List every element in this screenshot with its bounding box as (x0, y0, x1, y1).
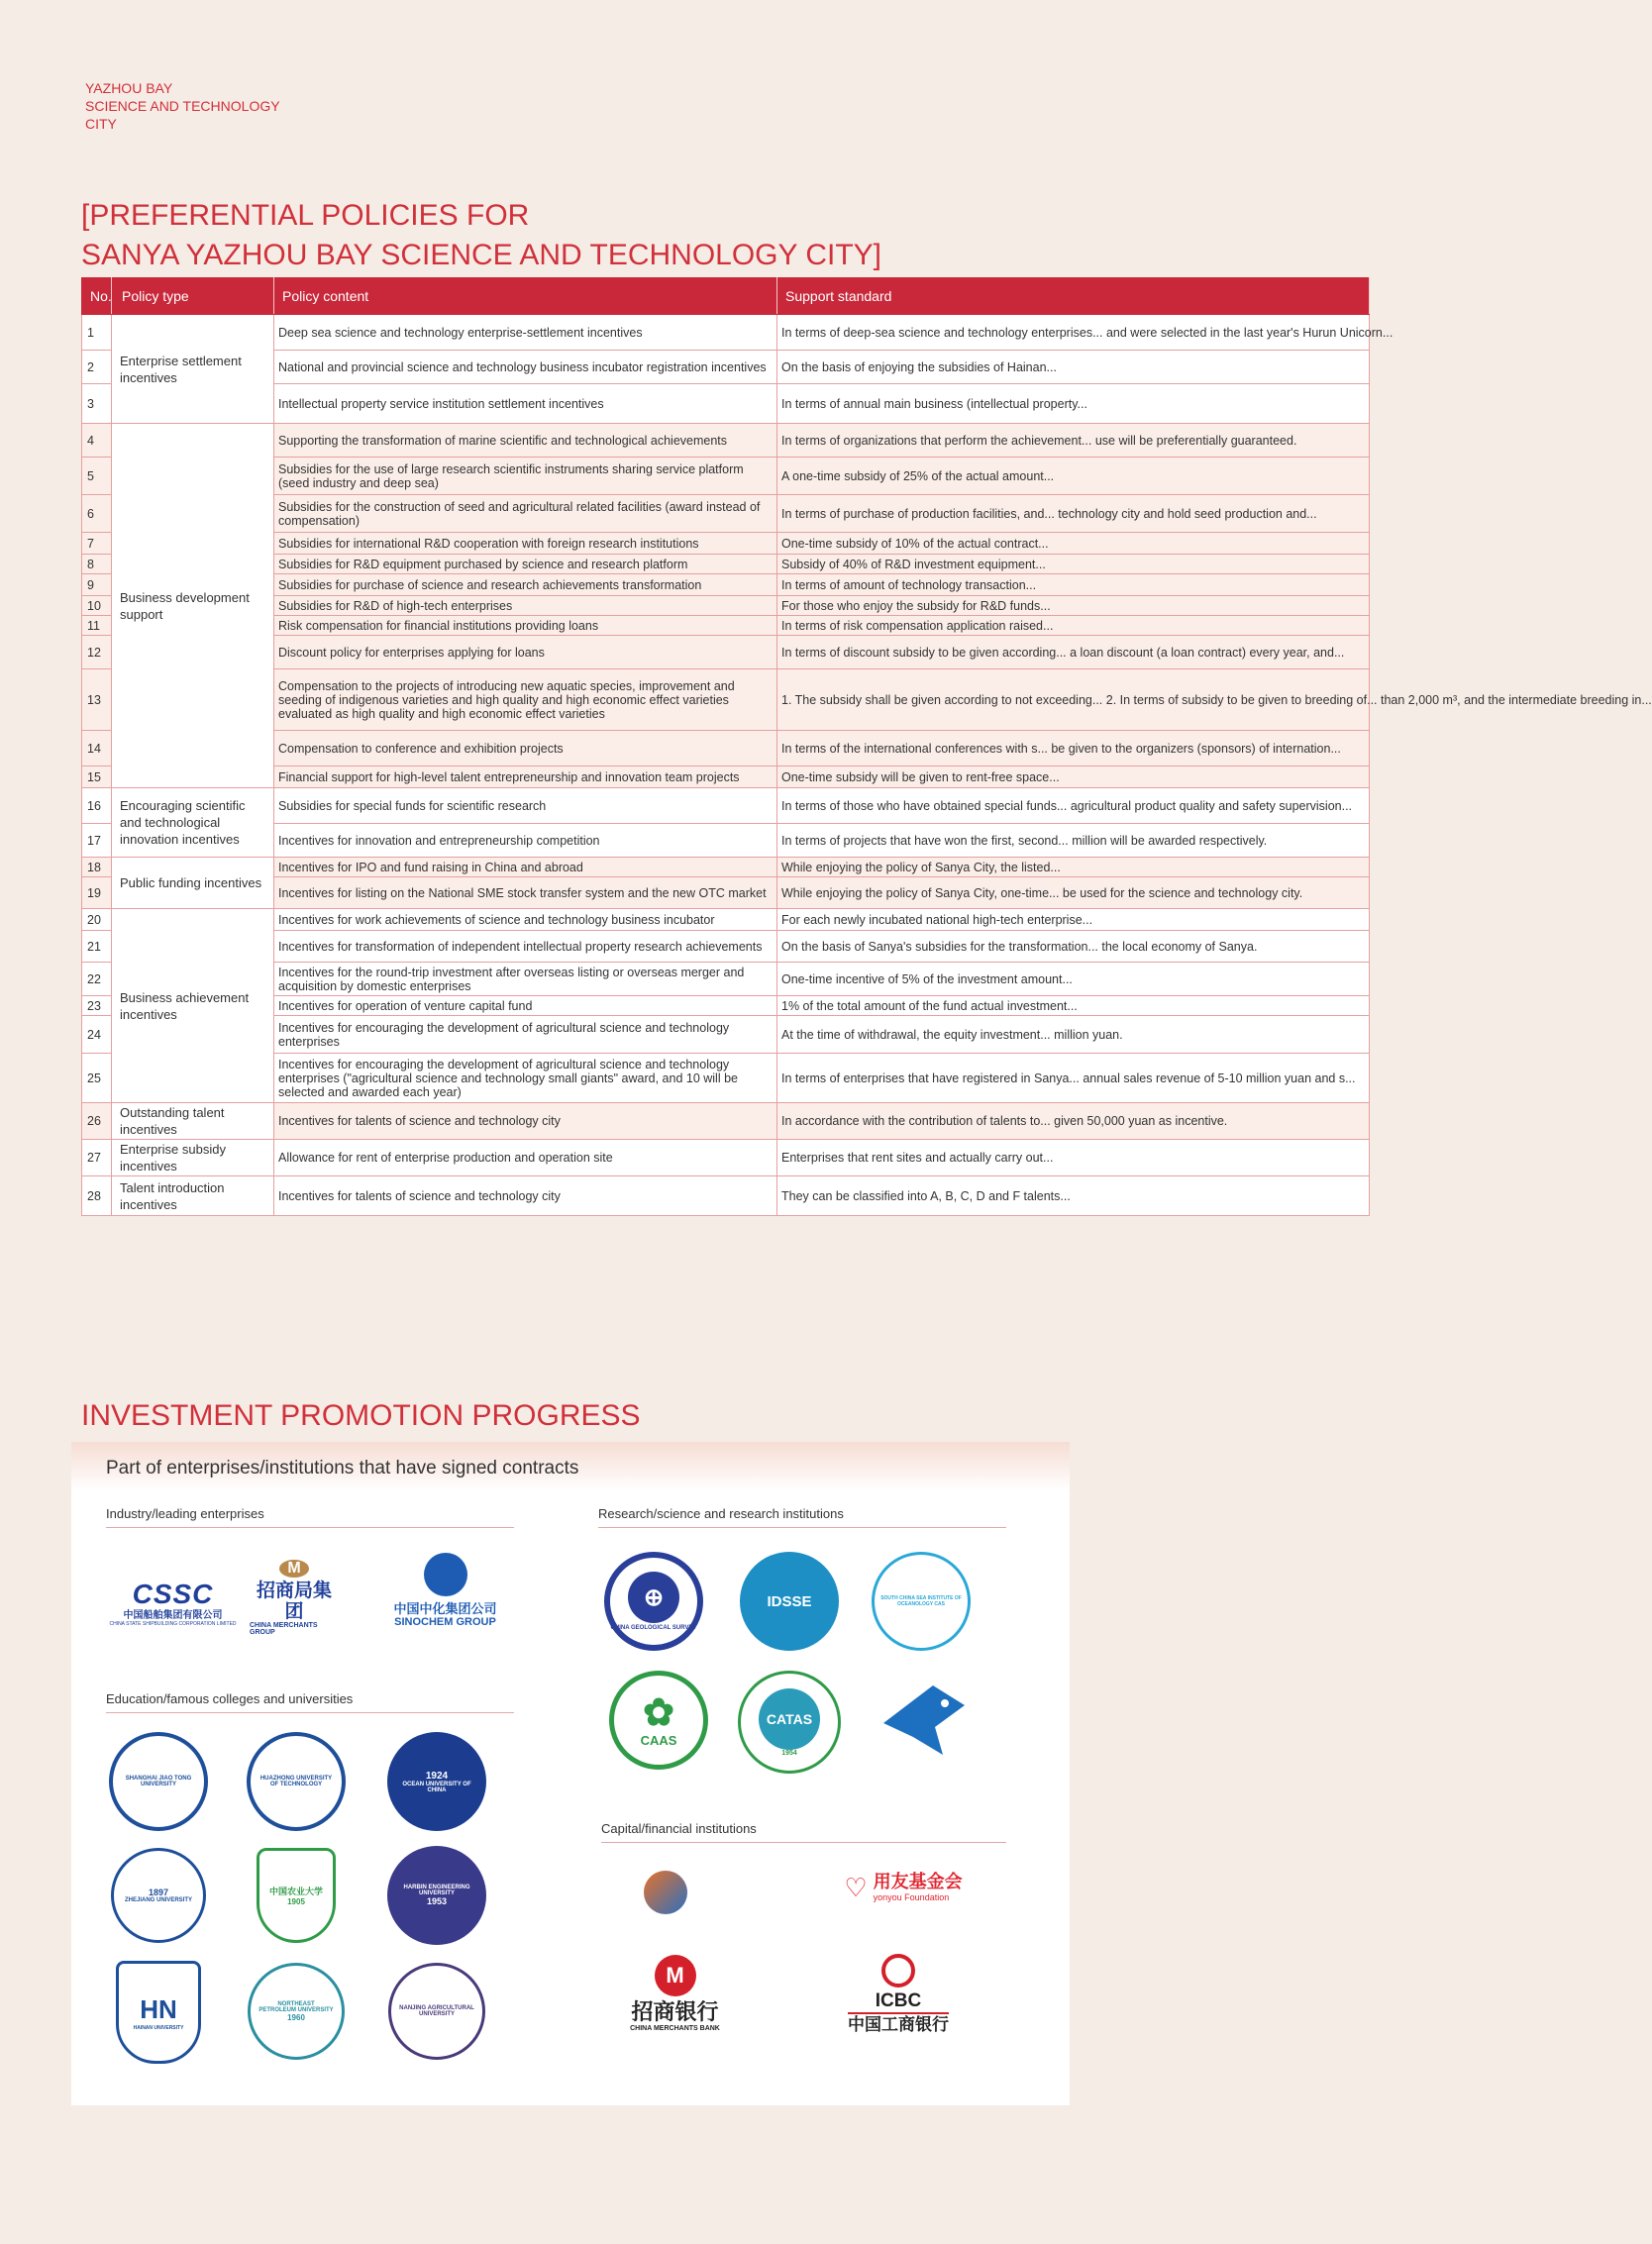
china-merchants-bank-logo (608, 1944, 742, 2043)
table-row (82, 495, 1370, 533)
policy-content-cell: Subsidies for international R&D cooperation with foreign research institutions (274, 533, 777, 555)
sinochem-logo-cn: 中国中化集团公司 (393, 1600, 497, 1616)
support-standard-cell: While enjoying the policy of Sanya City, one-time... be used for the science and technology city. (777, 877, 1370, 909)
category-research: Research/science and research institutions (598, 1506, 1006, 1528)
row-number: 20 (82, 909, 112, 931)
catas-logo-year: 1954 (781, 1749, 797, 1757)
table-row (82, 996, 1370, 1016)
cmg-logo-en: CHINA MERCHANTS GROUP (250, 1622, 318, 1637)
table-row (82, 596, 1370, 616)
category-education: Education/famous colleges and universities (106, 1691, 514, 1713)
nanjing-agricultural-logo (384, 1959, 489, 2064)
row-number: 18 (82, 858, 112, 877)
policy-content-cell: Incentives for the round-trip investment after overseas listing or overseas merger and acquisition by domestic enterprises (274, 963, 777, 996)
ouc-logo-text: OCEAN UNIVERSITY OF CHINA (402, 1781, 471, 1793)
row-number: 17 (82, 824, 112, 858)
support-standard-cell: In terms of purchase of production facilities, and... technology city and hold seed production and... (777, 495, 1370, 533)
cssc-logo-cn: 中国船舶集团有限公司 (123, 1609, 223, 1621)
row-number: 28 (82, 1176, 112, 1216)
category-industry: Industry/leading enterprises (106, 1506, 514, 1528)
caas-logo (606, 1668, 711, 1773)
cmb-logo-cn: 招商银行 (631, 1999, 719, 2025)
policy-content-cell: Incentives for talents of science and technology city (274, 1103, 777, 1140)
row-number: 4 (82, 424, 112, 458)
support-standard-cell: In terms of the international conferences with s... be given to the organizers (sponsors) of internation... (777, 731, 1370, 766)
support-standard-cell: While enjoying the policy of Sanya City, the listed... (777, 858, 1370, 877)
support-standard-cell: In terms of annual main business (intellectual property... (777, 384, 1370, 424)
policy-content-cell: Incentives for listing on the National SME stock transfer system and the new OTC market (274, 877, 777, 909)
cssc-logo-en: CHINA STATE SHIPBUILDING CORPORATION LIMITED (109, 1620, 237, 1627)
cmb-emblem-icon: M (655, 1955, 696, 1996)
policy-content-cell: Intellectual property service institution settlement incentives (274, 384, 777, 424)
hnu-logo-text: HN (140, 1993, 177, 2024)
sinochem-logo-en: SINOCHEM GROUP (394, 1616, 496, 1629)
row-number: 2 (82, 351, 112, 384)
policy-type-cell: Business development support (112, 424, 274, 788)
policy-content-cell: Subsidies for purchase of science and research achievements transformation (274, 574, 777, 596)
caas-logo-text: CAAS (640, 1732, 677, 1748)
policy-type-cell: Enterprise settlement incentives (112, 315, 274, 424)
policy-content-cell: Discount policy for enterprises applying for loans (274, 636, 777, 669)
fish-icon (874, 1676, 969, 1765)
policy-type-cell: Enterprise subsidy incentives (112, 1140, 274, 1176)
support-standard-cell: 1% of the total amount of the fund actual investment... (777, 996, 1370, 1016)
hainan-university-logo (106, 1957, 211, 2068)
northeast-petroleum-logo (244, 1959, 349, 2064)
support-standard-cell: 1. The subsidy shall be given according to not exceeding... 2. In terms of subsidy to be given to breeding of... than 2,000 m³, and the intermediate breeding in... (777, 669, 1370, 731)
policy-content-cell: Incentives for work achievements of science and technology business incubator (274, 909, 777, 931)
table-row (82, 458, 1370, 495)
nepu-logo-year: 1960 (287, 2012, 305, 2022)
support-standard-cell: One-time subsidy of 10% of the actual contract... (777, 533, 1370, 555)
support-standard-cell: In terms of amount of technology transaction... (777, 574, 1370, 596)
support-standard-cell: In accordance with the contribution of talents to... given 50,000 yuan as incentive. (777, 1103, 1370, 1140)
support-standard-cell: On the basis of Sanya's subsidies for the transformation... the local economy of Sanya. (777, 931, 1370, 963)
china-agricultural-university-logo (244, 1843, 349, 1948)
scsio-logo-text: SOUTH CHINA SEA INSTITUTE OF OCEANOLOGY CAS (872, 1552, 971, 1651)
cau-logo-year: 1905 (287, 1897, 305, 1906)
cssc-logo-main: CSSC (132, 1579, 214, 1610)
table-row (82, 533, 1370, 555)
table-row (82, 1140, 1370, 1176)
zju-logo-year: 1897 (148, 1887, 169, 1897)
support-standard-cell: In terms of projects that have won the first, second... million will be awarded respectively. (777, 824, 1370, 858)
table-row (82, 1054, 1370, 1103)
support-standard-cell: In terms of enterprises that have registered in Sanya... annual sales revenue of 5-10 million yuan and s... (777, 1054, 1370, 1103)
row-number: 22 (82, 963, 112, 996)
row-number: 1 (82, 315, 112, 351)
header-support-standard: Support standard (777, 278, 1370, 315)
brand-line-3: CITY (85, 116, 117, 132)
sinochem-logo (383, 1546, 507, 1635)
policy-type-cell: Public funding incentives (112, 858, 274, 909)
table-row (82, 424, 1370, 458)
table-row (82, 315, 1370, 351)
table-row (82, 351, 1370, 384)
row-number: 12 (82, 636, 112, 669)
row-number: 6 (82, 495, 112, 533)
heu-logo-year: 1953 (426, 1896, 448, 1906)
row-number: 24 (82, 1016, 112, 1054)
bird-bank-logo (631, 1858, 700, 1927)
policy-table-wrapper (81, 277, 1652, 1266)
table-body (82, 315, 1652, 1216)
bird-icon (644, 1871, 687, 1914)
catas-logo-text: CATAS (759, 1688, 820, 1750)
brand-block (85, 79, 280, 133)
policy-content-cell: Incentives for IPO and fund raising in China and abroad (274, 858, 777, 877)
icbc-logo-main: ICBC (875, 1989, 922, 2011)
policy-content-cell: National and provincial science and technology business incubator registration incentives (274, 351, 777, 384)
cgs-logo-text: CHINA GEOLOGICAL SURVEY (610, 1625, 697, 1631)
row-number: 7 (82, 533, 112, 555)
support-standard-cell: In terms of deep-sea science and technology enterprises... and were selected in the last year's Hurun Unicorn... (777, 315, 1370, 351)
support-standard-cell: For each newly incubated national high-tech enterprise... (777, 909, 1370, 931)
category-capital: Capital/financial institutions (601, 1821, 1006, 1843)
heart-icon: ♡ (844, 1872, 868, 1902)
policy-content-cell: Subsidies for R&D of high-tech enterprises (274, 596, 777, 616)
heu-logo-text: HARBIN ENGINEERING UNIVERSITY (403, 1885, 470, 1896)
table-row (82, 931, 1370, 963)
policy-type-cell: Encouraging scientific and technological innovation incentives (112, 788, 274, 858)
support-standard-cell: They can be classified into A, B, C, D and F talents... (777, 1176, 1370, 1216)
row-number: 13 (82, 669, 112, 731)
idsse-logo-text: IDSSE (740, 1552, 839, 1651)
support-standard-cell: A one-time subsidy of 25% of the actual amount... (777, 458, 1370, 495)
header-no: No. (82, 278, 112, 315)
support-standard-cell: At the time of withdrawal, the equity investment... million yuan. (777, 1016, 1370, 1054)
row-number: 3 (82, 384, 112, 424)
fish-institute-logo (869, 1668, 974, 1773)
yonyou-logo-en: yonyou Foundation (873, 1891, 950, 1902)
harbin-engineering-logo (384, 1843, 489, 1948)
policy-content-cell: Incentives for talents of science and technology city (274, 1176, 777, 1216)
support-standard-cell: One-time subsidy will be given to rent-free space... (777, 766, 1370, 788)
cmg-logo-cn: 招商局集团 (256, 1580, 332, 1622)
table-row (82, 858, 1370, 877)
row-number: 23 (82, 996, 112, 1016)
policy-type-cell: Talent introduction incentives (112, 1176, 274, 1216)
investment-panel (71, 1442, 1070, 2105)
row-number: 19 (82, 877, 112, 909)
yonyou-logo-cn: 用友基金会 (873, 1872, 963, 1892)
scsio-logo (869, 1549, 974, 1654)
support-standard-cell: One-time incentive of 5% of the investment amount... (777, 963, 1370, 996)
header-policy-content: Policy content (274, 278, 777, 315)
shtu-logo-text: SHANGHAI JIAO TONG UNIVERSITY (109, 1732, 208, 1831)
zhejiang-university-logo (106, 1843, 211, 1948)
table-row (82, 877, 1370, 909)
nepu-logo-text: NORTHEAST PETROLEUM UNIVERSITY (258, 2000, 334, 2013)
row-number: 26 (82, 1103, 112, 1140)
row-number: 25 (82, 1054, 112, 1103)
page-title (81, 196, 881, 275)
table-row (82, 824, 1370, 858)
row-number: 21 (82, 931, 112, 963)
row-number: 14 (82, 731, 112, 766)
support-standard-cell: In terms of risk compensation application raised... (777, 616, 1370, 636)
policy-content-cell: Subsidies for R&D equipment purchased by science and research platform (274, 555, 777, 574)
cmg-emblem-icon: M (279, 1560, 309, 1578)
investment-section-title: INVESTMENT PROMOTION PROGRESS (81, 1399, 641, 1432)
support-standard-cell: On the basis of enjoying the subsidies of Hainan... (777, 351, 1370, 384)
sinochem-flask-icon (424, 1553, 467, 1596)
hnu-logo-sub: HAINAN UNIVERSITY (133, 2024, 184, 2031)
policy-type-cell: Business achievement incentives (112, 909, 274, 1103)
panel-header (71, 1442, 1070, 1491)
policy-content-cell: Incentives for transformation of independent intellectual property research achievements (274, 931, 777, 963)
support-standard-cell: In terms of organizations that perform the achievement... use will be preferentially guaranteed. (777, 424, 1370, 458)
table-row (82, 1103, 1370, 1140)
catas-logo (735, 1668, 844, 1777)
icbc-logo-cn: 中国工商银行 (848, 2012, 949, 2035)
cssc-logo (106, 1575, 240, 1632)
policy-content-cell: Compensation to conference and exhibition projects (274, 731, 777, 766)
idsse-logo (737, 1549, 842, 1654)
page-title-line-2: SANYA YAZHOU BAY SCIENCE AND TECHNOLOGY CITY] (81, 239, 881, 271)
row-number: 10 (82, 596, 112, 616)
table-header-row (82, 278, 1370, 315)
brand-line-2: SCIENCE AND TECHNOLOGY (85, 98, 280, 114)
support-standard-cell: In terms of those who have obtained special funds... agricultural product quality and safety supervision... (777, 788, 1370, 824)
china-geological-survey-logo (601, 1549, 706, 1654)
row-number: 15 (82, 766, 112, 788)
caas-flower-icon: ✿ (643, 1691, 674, 1734)
table-row (82, 731, 1370, 766)
policy-type-cell: Outstanding talent incentives (112, 1103, 274, 1140)
cau-logo-text: 中国农业大学 (268, 1887, 323, 1896)
row-number: 16 (82, 788, 112, 824)
table-row (82, 963, 1370, 996)
table-row (82, 384, 1370, 424)
policy-content-cell: Incentives for innovation and entrepreneurship competition (274, 824, 777, 858)
table-row (82, 788, 1370, 824)
policy-content-cell: Allowance for rent of enterprise production and operation site (274, 1140, 777, 1176)
icbc-logo (824, 1942, 973, 2046)
zju-logo-text: ZHEJIANG UNIVERSITY (124, 1897, 192, 1903)
china-merchants-group-logo (250, 1561, 339, 1635)
policy-content-cell: Risk compensation for financial institutions providing loans (274, 616, 777, 636)
policy-content-cell: Incentives for operation of venture capital fund (274, 996, 777, 1016)
shanghai-jiao-tong-logo (106, 1729, 211, 1834)
policy-content-cell: Incentives for encouraging the development of agricultural science and technology enterprises (274, 1016, 777, 1054)
cgs-emblem-icon: ⊕ (628, 1572, 679, 1623)
policy-content-cell: Subsidies for the use of large research scientific instruments sharing service platform (seed industry and deep sea) (274, 458, 777, 495)
ouc-logo-year: 1924 (425, 1770, 449, 1782)
icbc-emblem-icon (881, 1954, 915, 1988)
cmb-logo-en: CHINA MERCHANTS BANK (630, 2024, 720, 2032)
page-title-line-1: [PREFERENTIAL POLICIES FOR (81, 199, 530, 232)
table-row (82, 1016, 1370, 1054)
ocean-university-logo (384, 1729, 489, 1834)
policy-content-cell: Compensation to the projects of introducing new aquatic species, improvement and seeding of indigenous varieties and high quality and high economic effect varieties evaluated as high quality and high economic effect varieties (274, 669, 777, 731)
yonyou-foundation-logo (819, 1863, 987, 1912)
header-policy-type: Policy type (112, 278, 274, 315)
row-number: 9 (82, 574, 112, 596)
support-standard-cell: In terms of discount subsidy to be given according... a loan discount (a loan contract) every year, and... (777, 636, 1370, 669)
table-row (82, 1176, 1370, 1216)
row-number: 11 (82, 616, 112, 636)
row-number: 5 (82, 458, 112, 495)
policy-table (81, 277, 1652, 1216)
row-number: 8 (82, 555, 112, 574)
policy-content-cell: Subsidies for the construction of seed and agricultural related facilities (award instead of compensation) (274, 495, 777, 533)
policy-content-cell: Deep sea science and technology enterprise-settlement incentives (274, 315, 777, 351)
hust-logo-text: HUAZHONG UNIVERSITY OF TECHNOLOGY (247, 1732, 346, 1831)
policy-content-cell: Subsidies for special funds for scientific research (274, 788, 777, 824)
table-row (82, 669, 1370, 731)
table-row (82, 616, 1370, 636)
table-row (82, 909, 1370, 931)
row-number: 27 (82, 1140, 112, 1176)
support-standard-cell: For those who enjoy the subsidy for R&D funds... (777, 596, 1370, 616)
panel-subtitle: Part of enterprises/institutions that have signed contracts (106, 1458, 579, 1479)
policy-content-cell: Financial support for high-level talent entrepreneurship and innovation team projects (274, 766, 777, 788)
njau-logo-text: NANJING AGRICULTURAL UNIVERSITY (388, 1963, 485, 2060)
table-row (82, 555, 1370, 574)
huazhong-university-logo (244, 1729, 349, 1834)
brand-line-1: YAZHOU BAY (85, 80, 173, 96)
support-standard-cell: Subsidy of 40% of R&D investment equipment... (777, 555, 1370, 574)
table-row (82, 636, 1370, 669)
support-standard-cell: Enterprises that rent sites and actually carry out... (777, 1140, 1370, 1176)
policy-content-cell: Supporting the transformation of marine scientific and technological achievements (274, 424, 777, 458)
table-row (82, 574, 1370, 596)
policy-content-cell: Incentives for encouraging the development of agricultural science and technology enterprises ("agricultural science and technology small giants" award, and 10 will be selected and awarded each year) (274, 1054, 777, 1103)
table-row (82, 766, 1370, 788)
